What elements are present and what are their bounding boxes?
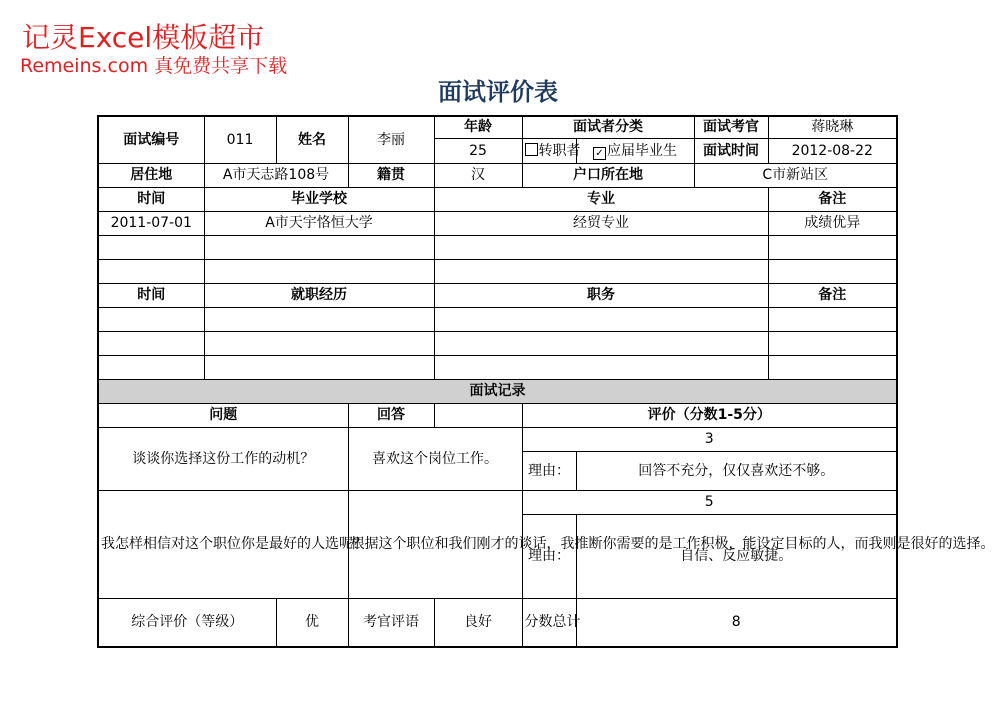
interview-id-label: 面试编号 xyxy=(98,116,204,163)
work-cell[interactable] xyxy=(98,307,204,331)
edu-cell[interactable]: 成绩优异 xyxy=(768,211,897,235)
answer-header: 回答 xyxy=(348,403,434,427)
table-row xyxy=(98,355,897,379)
work-cell[interactable] xyxy=(98,355,204,379)
edu-cell[interactable] xyxy=(204,235,434,259)
name-label: 姓名 xyxy=(276,116,348,163)
answer-2[interactable]: 根据这个职位和我们刚才的谈话，我推断你需要的是工作积极，能设定目标的人，而我则是很好的选择。 xyxy=(348,490,522,598)
work-header-position: 职务 xyxy=(434,283,768,307)
option-transfer-label: 转职者 xyxy=(538,142,581,159)
category-label: 面试者分类 xyxy=(522,116,694,138)
table-row xyxy=(98,331,897,355)
edu-cell[interactable]: 经贸专业 xyxy=(434,211,768,235)
work-cell[interactable] xyxy=(204,355,434,379)
work-header-time: 时间 xyxy=(98,283,204,307)
origin-value[interactable]: 汉 xyxy=(434,163,522,187)
work-cell[interactable] xyxy=(204,331,434,355)
rating-header: 评价（分数1-5分） xyxy=(522,403,897,427)
table-row xyxy=(98,211,897,235)
edu-header-note: 备注 xyxy=(768,187,897,211)
interview-time-value[interactable]: 2012-08-22 xyxy=(768,138,897,163)
question-2: 我怎样相信对这个职位你是最好的人选呢？ xyxy=(98,490,348,598)
residence-value[interactable]: A市天志路108号 xyxy=(204,163,348,187)
interview-id-value[interactable]: 011 xyxy=(204,116,276,163)
watermark-brand: 记灵Excel模板超市 xyxy=(22,21,265,54)
edu-cell[interactable] xyxy=(768,235,897,259)
reason-label-1: 理由： xyxy=(522,451,576,490)
page-title: 面试评价表 xyxy=(438,78,558,106)
table-row xyxy=(98,307,897,331)
work-cell[interactable] xyxy=(434,307,768,331)
score-2[interactable]: 5 xyxy=(522,490,897,514)
score-1[interactable]: 3 xyxy=(522,427,897,451)
option-graduate-label: 应届毕业生 xyxy=(607,142,677,159)
work-cell[interactable] xyxy=(434,331,768,355)
origin-label: 籍贯 xyxy=(348,163,434,187)
table-row xyxy=(98,235,897,259)
edu-cell[interactable] xyxy=(434,235,768,259)
overall-rating-value[interactable]: 优 xyxy=(276,598,348,647)
option-graduate[interactable] xyxy=(576,138,694,163)
edu-cell[interactable] xyxy=(204,259,434,283)
interview-time-label: 面试时间 xyxy=(694,138,768,163)
work-cell[interactable] xyxy=(768,355,897,379)
watermark-site: Remeins.com 真免费共享下载 xyxy=(20,55,288,77)
section-record-title: 面试记录 xyxy=(98,379,897,403)
work-cell[interactable] xyxy=(768,307,897,331)
work-cell[interactable] xyxy=(204,307,434,331)
comment-value[interactable]: 良好 xyxy=(434,598,522,647)
reason-label-2: 理由： xyxy=(522,514,576,598)
work-cell[interactable] xyxy=(434,355,768,379)
edu-cell[interactable]: 2011-07-01 xyxy=(98,211,204,235)
table-row xyxy=(98,259,897,283)
age-value[interactable]: 25 xyxy=(434,138,522,163)
reason-1[interactable]: 回答不充分，仅仅喜欢还不够。 xyxy=(576,451,897,490)
interview-evaluation-form xyxy=(97,115,995,648)
edu-cell[interactable] xyxy=(98,259,204,283)
work-header-note: 备注 xyxy=(768,283,897,307)
answer-1[interactable]: 喜欢这个岗位工作。 xyxy=(348,427,522,490)
checkbox-checked-icon[interactable]: ✓ xyxy=(593,147,606,160)
work-cell[interactable] xyxy=(98,331,204,355)
edu-header-major: 专业 xyxy=(434,187,768,211)
total-score-label: 分数总计 xyxy=(522,598,576,647)
hukou-value[interactable]: C市新站区 xyxy=(694,163,897,187)
work-cell[interactable] xyxy=(768,331,897,355)
checkbox-unchecked-icon[interactable] xyxy=(525,143,538,156)
hukou-label: 户口所在地 xyxy=(522,163,694,187)
edu-header-school: 毕业学校 xyxy=(204,187,434,211)
edu-cell[interactable] xyxy=(768,259,897,283)
edu-header-time: 时间 xyxy=(98,187,204,211)
edu-cell[interactable] xyxy=(98,235,204,259)
comment-label: 考官评语 xyxy=(348,598,434,647)
name-value[interactable]: 李丽 xyxy=(348,116,434,163)
edu-cell[interactable] xyxy=(434,259,768,283)
interviewer-value[interactable]: 蒋晓琳 xyxy=(768,116,897,138)
reason-2[interactable]: 自信、反应敏捷。 xyxy=(576,514,897,598)
total-score-value[interactable]: 8 xyxy=(576,598,897,647)
residence-label: 居住地 xyxy=(98,163,204,187)
overall-rating-label: 综合评价（等级） xyxy=(98,598,276,647)
edu-cell[interactable]: A市天宇恪恒大学 xyxy=(204,211,434,235)
option-transfer[interactable] xyxy=(522,138,581,163)
question-header: 问题 xyxy=(98,403,348,427)
age-label: 年龄 xyxy=(434,116,522,138)
work-header-experience: 就职经历 xyxy=(204,283,434,307)
question-1: 谈谈你选择这份工作的动机？ xyxy=(98,427,348,490)
header-blank xyxy=(434,403,522,427)
interviewer-label: 面试考官 xyxy=(694,116,768,138)
